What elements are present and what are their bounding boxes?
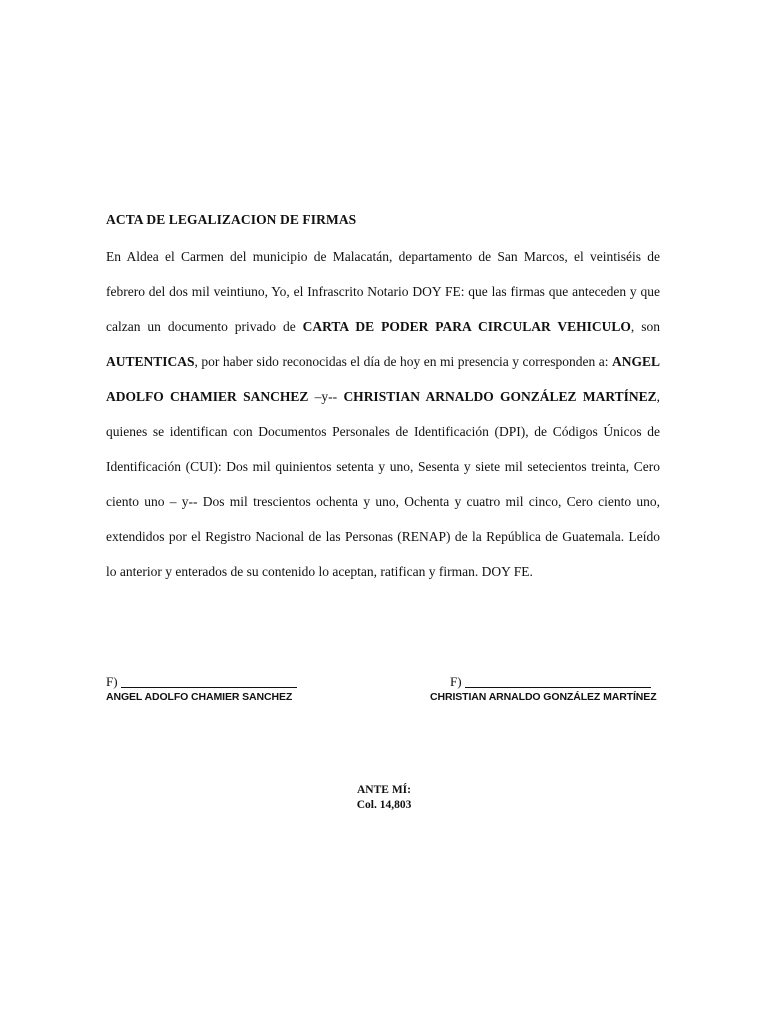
notary-block: [300, 783, 468, 813]
signature-line: [465, 687, 651, 688]
signature-block-left: [106, 676, 297, 703]
body-text: , son: [630, 319, 660, 334]
signature-block-right: [430, 676, 657, 703]
body-text-bold: ANGEL ADOLFO CHAMIER SANCHEZ: [106, 354, 660, 404]
body-text: En Aldea el Carmen del municipio de Malacatán, departamento de San Marcos, el veintiséis de febrero del dos mil veintiuno, Yo, el Infrascrito Notario DOY FE: que las firmas que anteceden y que calzan un documento privado de: [106, 249, 660, 334]
colegiado-number: Col. 14,803: [356, 799, 412, 811]
document-body: [106, 239, 660, 589]
signature-prefix: F): [450, 674, 462, 689]
ante-mi-label: ANTE MÍ:: [357, 784, 411, 796]
signature-prefix: F): [106, 674, 118, 689]
body-text-bold: AUTENTICAS: [106, 354, 195, 369]
body-text-bold: CHRISTIAN ARNALDO GONZÁLEZ MARTÍNEZ: [343, 389, 657, 404]
body-text: , por haber sido reconocidas el día de hoy en mi presencia y corresponden a:: [194, 354, 612, 369]
signer-name: ANGEL ADOLFO CHAMIER SANCHEZ: [106, 691, 293, 703]
body-text-bold: CARTA DE PODER PARA CIRCULAR VEHICULO: [302, 319, 631, 334]
body-text: –y--: [308, 389, 344, 404]
signature-line-row: [430, 676, 657, 690]
signature-line: [121, 687, 297, 688]
signer-name: CHRISTIAN ARNALDO GONZÁLEZ MARTÍNEZ: [430, 691, 657, 703]
body-text: , quienes se identifican con Documentos Personales de Identificación (DPI), de Códigos Únicos de Identificación (CUI): Dos mil quinientos setenta y uno, Sesenta y siete mil setecientos treinta, Cero ciento uno – y-- Dos mil trescientos ochenta y uno, Ochenta y cuatro mil cinco, Cero ciento uno, extendidos por el Registro Nacional de las Personas (RENAP) de la República de Guatemala. Leído lo anterior y enterados de su contenido lo aceptan, ratifican y firman. DOY FE.: [106, 389, 661, 579]
document-title: ACTA DE LEGALIZACION DE FIRMAS: [106, 212, 357, 227]
signature-line-row: [106, 676, 297, 690]
